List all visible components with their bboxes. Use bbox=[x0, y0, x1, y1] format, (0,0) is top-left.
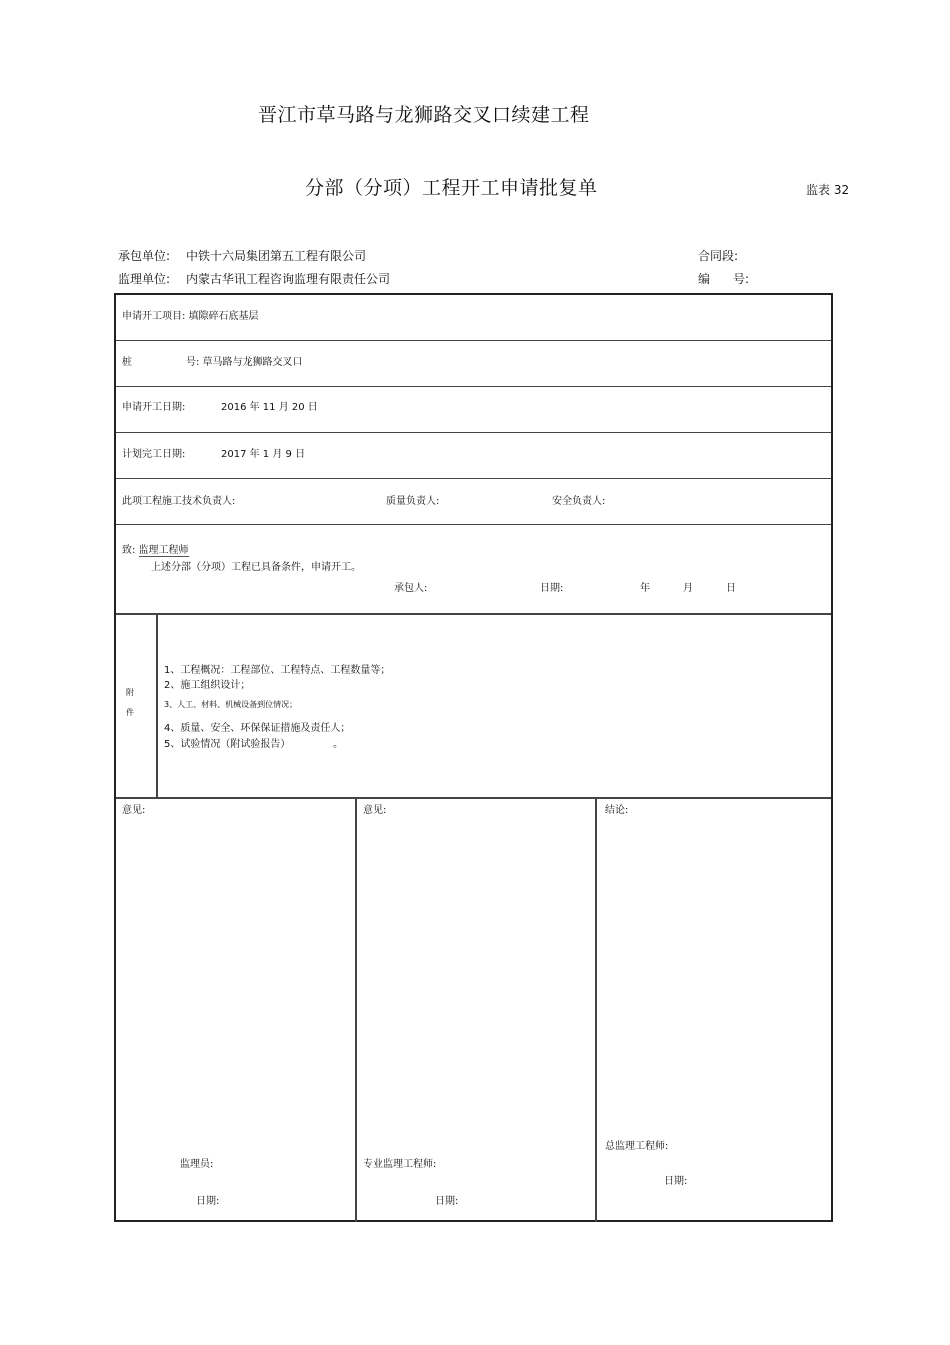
row-divider bbox=[116, 524, 831, 525]
chief-engineer-sign-label: 总监理工程师: bbox=[605, 1141, 669, 1152]
serial-label-b: 号: bbox=[733, 272, 750, 286]
supervisor-label: 监理单位: bbox=[118, 272, 171, 286]
request-to-person: 监理工程师 bbox=[138, 545, 189, 556]
row-divider bbox=[116, 797, 831, 799]
attachment-item: 2、施工组织设计； bbox=[164, 680, 251, 691]
start-date-label: 申请开工日期: bbox=[122, 402, 186, 413]
row-divider bbox=[116, 386, 831, 387]
supervisor-sign-label: 监理员: bbox=[180, 1159, 214, 1170]
start-date-value: 2016 年 11 月 20 日 bbox=[221, 402, 318, 413]
quality-lead-label: 质量负责人: bbox=[386, 496, 440, 507]
row-divider bbox=[116, 613, 831, 615]
attachment-item: 5、试验情况（附试验报告） bbox=[164, 739, 291, 750]
conclusion-label: 结论: bbox=[605, 805, 629, 816]
safety-lead-label: 安全负责人: bbox=[552, 496, 606, 507]
attachment-column-divider bbox=[156, 613, 158, 797]
station-label-a: 桩 bbox=[122, 357, 132, 368]
attachment-item: 。 bbox=[333, 739, 343, 750]
row-divider bbox=[116, 340, 831, 341]
engineer-opinion-label: 意见: bbox=[363, 805, 387, 816]
request-body: 上述分部（分项）工程已具备条件，申请开工。 bbox=[151, 562, 361, 573]
row-divider bbox=[116, 478, 831, 479]
contractor-label: 承包单位: bbox=[118, 249, 171, 263]
request-month: 月 bbox=[683, 583, 693, 594]
attachment-item: 4、质量、安全、环保保证措施及责任人； bbox=[164, 723, 351, 734]
chief-engineer-date-label: 日期: bbox=[664, 1176, 688, 1187]
station-field: 号: 草马路与龙狮路交叉口 bbox=[186, 357, 303, 368]
contract-section-label: 合同段: bbox=[698, 249, 739, 263]
serial-label-a: 编 bbox=[698, 272, 711, 286]
attachment-label-b: 件 bbox=[126, 708, 134, 717]
project-field: 申请开工项目: 填隙碎石底基层 bbox=[122, 311, 259, 322]
contractor-value: 中铁十六局集团第五工程有限公司 bbox=[186, 249, 367, 263]
supervisor-value: 内蒙古华讯工程咨询监理有限责任公司 bbox=[186, 272, 391, 286]
attachment-label-a: 附 bbox=[126, 688, 134, 697]
document-title: 晋江市草马路与龙狮路交叉口续建工程 bbox=[258, 104, 590, 126]
supervisor-date-label: 日期: bbox=[196, 1196, 220, 1207]
engineer-sign-label: 专业监理工程师: bbox=[363, 1159, 437, 1170]
application-form bbox=[114, 293, 833, 1222]
row-divider bbox=[116, 432, 831, 433]
request-day: 日 bbox=[726, 583, 736, 594]
request-year: 年 bbox=[640, 583, 650, 594]
supervisor-opinion-label: 意见: bbox=[122, 805, 146, 816]
end-date-value: 2017 年 1 月 9 日 bbox=[221, 449, 306, 460]
engineer-date-label: 日期: bbox=[435, 1196, 459, 1207]
applicant-label: 承包人: bbox=[394, 583, 428, 594]
end-date-label: 计划完工日期: bbox=[122, 449, 186, 460]
tech-lead-label: 此项工程施工技术负责人: bbox=[122, 496, 236, 507]
attachment-item: 1、工程概况：工程部位、工程特点、工程数量等； bbox=[164, 665, 391, 676]
opinion-column-divider bbox=[355, 797, 357, 1222]
request-to-label: 致: bbox=[122, 545, 139, 556]
request-date-label: 日期: bbox=[540, 583, 564, 594]
request-addressee bbox=[122, 541, 189, 556]
form-number: 监表 32 bbox=[806, 183, 850, 197]
document-subtitle: 分部（分项）工程开工申请批复单 bbox=[305, 177, 598, 199]
opinion-column-divider bbox=[595, 797, 597, 1222]
attachment-item: 3、人工、材料、机械设备到位情况； bbox=[164, 700, 298, 709]
